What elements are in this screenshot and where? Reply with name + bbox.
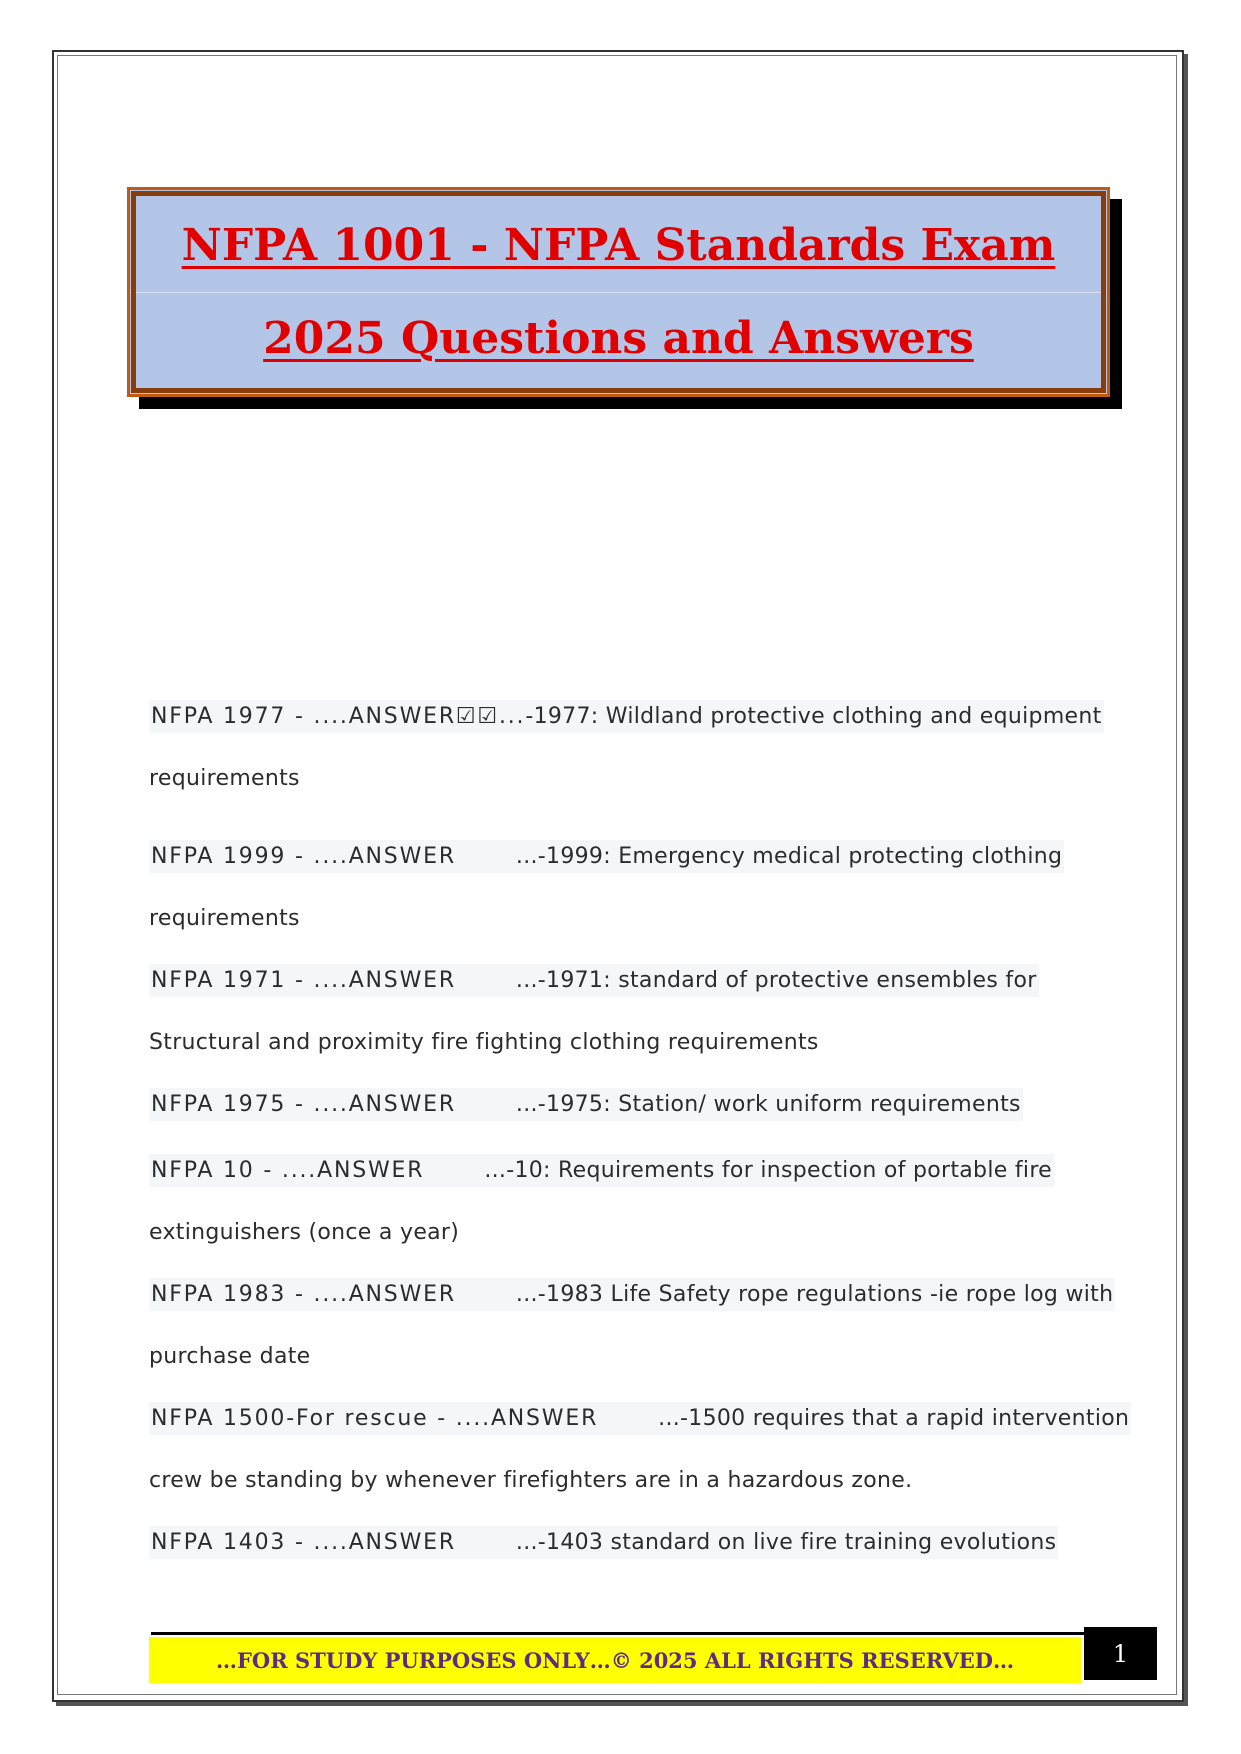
entry-5-line	[149, 1158, 1089, 1183]
entry-2-continuation: requirements	[149, 906, 300, 931]
entry-1-answer: -1977: Wildland protective clothing and equipment	[525, 704, 1102, 729]
entry-3-answer: ...-1971: standard of protective ensembles for	[515, 968, 1037, 993]
entry-2-line	[149, 844, 1089, 869]
footer-rule	[151, 1632, 1086, 1635]
entry-4-line	[149, 1092, 1089, 1117]
page-number: 1	[1084, 1627, 1157, 1680]
entry-6-answer: ...-1983 Life Safety rope regulations -ie rope log with	[515, 1282, 1114, 1307]
footer-banner: …FOR STUDY PURPOSES ONLY…© 2025 ALL RIGHTS RESERVED…	[149, 1637, 1081, 1683]
entry-7-line	[149, 1406, 1130, 1431]
entry-2-answer: ...-1999: Emergency medical protecting clothing	[515, 844, 1063, 869]
entry-6-continuation: purchase date	[149, 1344, 311, 1369]
entry-1-continuation: requirements	[149, 766, 300, 791]
title-line-2: 2025 Questions and Answers	[263, 312, 974, 364]
title-box	[127, 187, 1110, 397]
entry-4-answer: ...-1975: Station/ work uniform requirements	[515, 1092, 1021, 1117]
entry-1-line	[149, 704, 1102, 729]
entry-5-answer: ...-10: Requirements for inspection of portable fire	[484, 1158, 1053, 1183]
entry-5-question: NFPA 10 - ....ANSWER	[151, 1158, 425, 1183]
entry-8-line	[149, 1530, 1089, 1555]
title-line-1: NFPA 1001 - NFPA Standards Exam	[181, 219, 1056, 271]
entry-7-question: NFPA 1500-For rescue - ....ANSWER	[151, 1406, 599, 1431]
entry-2-question: NFPA 1999 - ....ANSWER	[151, 844, 456, 869]
entry-6-line	[149, 1282, 1114, 1307]
entry-3-continuation: Structural and proximity fire fighting clothing requirements	[149, 1030, 819, 1055]
entry-6-question: NFPA 1983 - ....ANSWER	[151, 1282, 456, 1307]
entry-3-line	[149, 968, 1089, 993]
entry-7-continuation: crew be standing by whenever firefighters are in a hazardous zone.	[149, 1468, 913, 1493]
entry-3-question: NFPA 1971 - ....ANSWER	[151, 968, 456, 993]
entry-1-question: NFPA 1977 - ....ANSWER☑☑...	[151, 704, 526, 729]
entry-5-continuation: extinguishers (once a year)	[149, 1220, 460, 1245]
entry-8-answer: ...-1403 standard on live fire training evolutions	[515, 1530, 1057, 1555]
entry-4-question: NFPA 1975 - ....ANSWER	[151, 1092, 456, 1117]
entry-8-question: NFPA 1403 - ....ANSWER	[151, 1530, 456, 1555]
entry-7-answer: ...-1500 requires that a rapid intervention	[658, 1406, 1130, 1431]
